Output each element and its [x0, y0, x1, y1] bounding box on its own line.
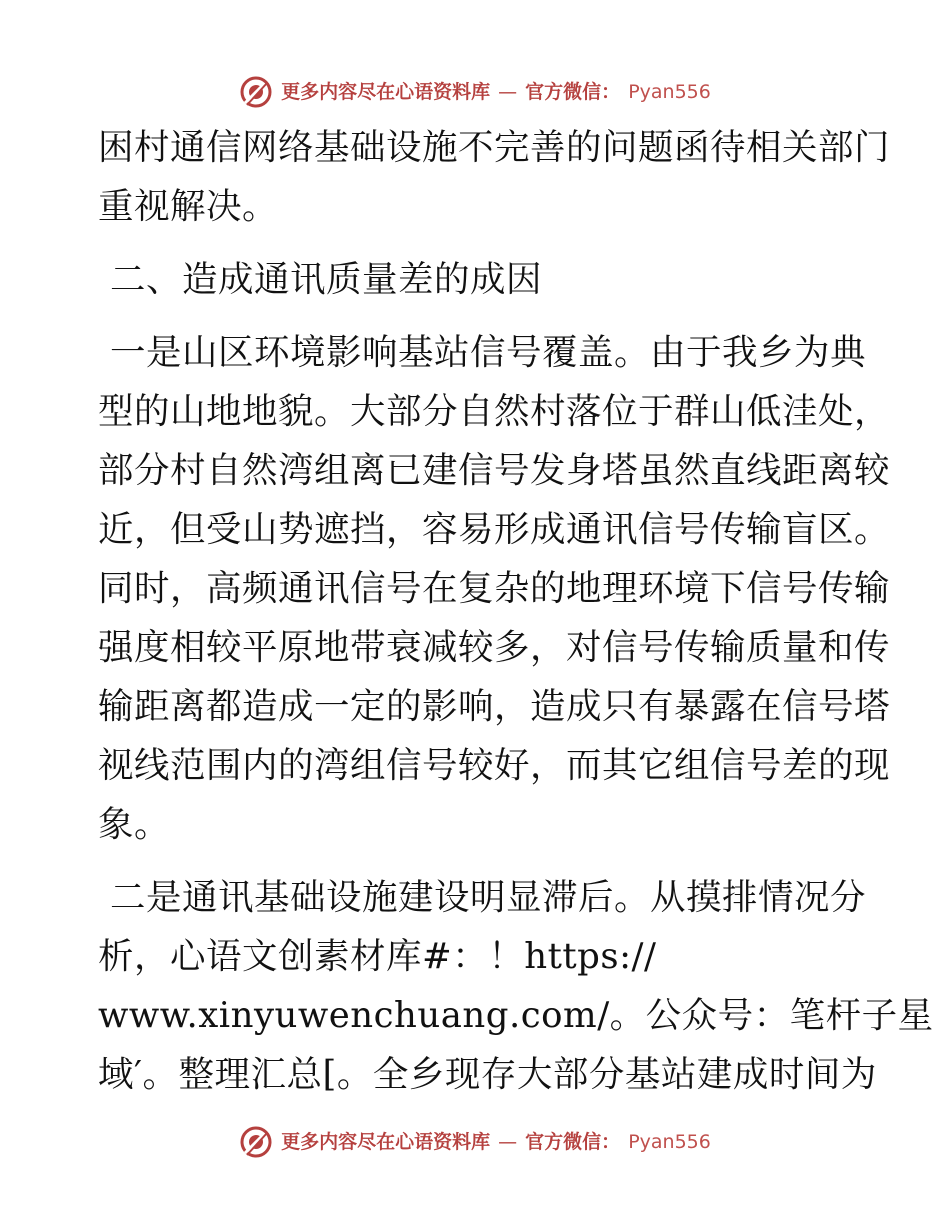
- text-line: 二是通讯基础设施建设明显滞后。从摸排情况分: [110, 877, 867, 918]
- text-line: 同时，高频通讯信号在复杂的地理环境下信号传输: [98, 568, 891, 609]
- document-body: [98, 118, 934, 1104]
- text-line: 困村通信网络基础设施不完善的问题函待相关部门: [98, 127, 891, 168]
- text-line: www.xinyuwenchuang.com/。公众号：笔杆子星: [98, 995, 934, 1036]
- banner-main-text: 更多内容尽在心语资料库: [281, 1131, 491, 1153]
- paragraph-3: [98, 868, 934, 1104]
- text-line: 重视解决。: [98, 186, 279, 227]
- text-line: 型的山地地貌。大部分自然村落位于群山低洼处，: [98, 391, 891, 432]
- brand-logo-icon: [239, 75, 273, 109]
- banner-separator: —: [498, 1131, 518, 1153]
- banner-wechat-id: Pyan556: [628, 1131, 711, 1153]
- text-line: 视线范围内的湾组信号较好，而其它组信号差的现: [98, 745, 891, 786]
- text-line: 近，但受山势遮挡，容易形成通讯信号传输盲区。: [98, 509, 891, 550]
- paragraph-1: [98, 118, 891, 236]
- text-line: 部分村自然湾组离已建信号发身塔虽然直线距离较: [98, 450, 891, 491]
- paragraph-2: [98, 323, 891, 854]
- text-line: 强度相较平原地带衰减较多，对信号传输质量和传: [98, 627, 891, 668]
- footer-banner: [0, 1125, 950, 1159]
- header-banner: [0, 75, 950, 109]
- brand-logo-icon: [239, 1125, 273, 1159]
- text-line: 析，心语文创素材库#：！https://: [98, 936, 657, 977]
- banner-wechat-id: Pyan556: [628, 81, 711, 103]
- text-line: 象。: [98, 804, 171, 845]
- banner-label: 官方微信：: [525, 1131, 621, 1153]
- banner-label: 官方微信：: [525, 81, 621, 103]
- text-line: 域′。整理汇总[。全乡现存大部分基站建成时间为: [98, 1054, 877, 1095]
- banner-main-text: 更多内容尽在心语资料库: [281, 81, 491, 103]
- text-line: 输距离都造成一定的影响，造成只有暴露在信号塔: [98, 686, 891, 727]
- banner-separator: —: [498, 81, 518, 103]
- text-line: 一是山区环境影响基站信号覆盖。由于我乡为典: [110, 332, 867, 373]
- section-heading: 二、造成通讯质量差的成因: [110, 259, 543, 300]
